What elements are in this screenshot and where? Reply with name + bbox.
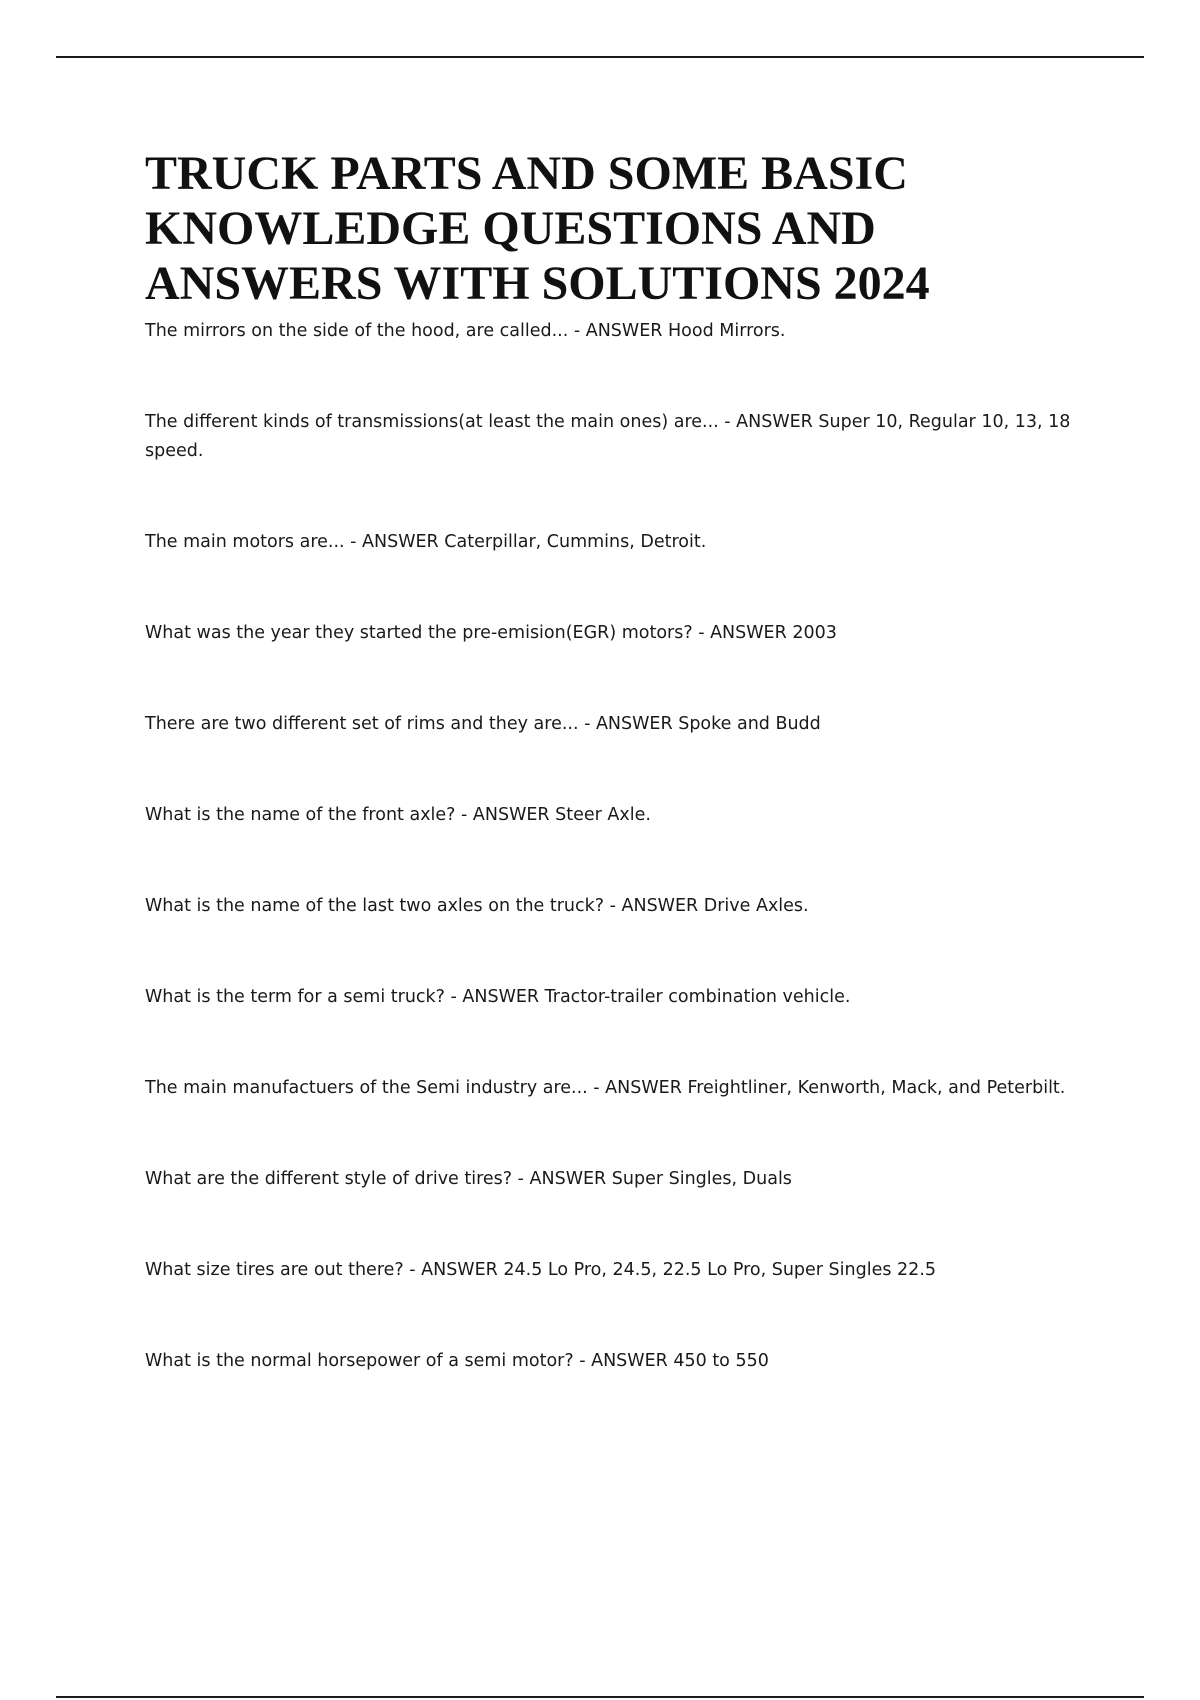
top-rule: [56, 56, 1144, 58]
document-title: [145, 146, 1095, 311]
qa-item: The main motors are... - ANSWER Caterpillar, Cummins, Detroit.: [145, 532, 707, 552]
bottom-rule: [56, 1696, 1144, 1698]
qa-item: The mirrors on the side of the hood, are called... - ANSWER Hood Mirrors.: [145, 321, 786, 341]
qa-item: The main manufactuers of the Semi industry are... - ANSWER Freightliner, Kenworth, Mack, and Peterbilt.: [145, 1078, 1066, 1098]
document-body: [145, 146, 1095, 1438]
title-line-2: KNOWLEDGE QUESTIONS AND: [145, 202, 876, 255]
qa-item: There are two different set of rims and they are... - ANSWER Spoke and Budd: [145, 714, 821, 734]
qa-item: What is the normal horsepower of a semi motor? - ANSWER 450 to 550: [145, 1351, 769, 1371]
qa-item: What is the name of the front axle? - ANSWER Steer Axle.: [145, 805, 651, 825]
qa-item: What was the year they started the pre-emision(EGR) motors? - ANSWER 2003: [145, 623, 837, 643]
qa-item: What is the term for a semi truck? - ANSWER Tractor-trailer combination vehicle.: [145, 987, 851, 1007]
qa-list: [145, 317, 1095, 1376]
qa-item: The different kinds of transmissions(at least the main ones) are... - ANSWER Super 10, Regular 10, 13, 18 speed.: [145, 412, 1071, 461]
title-line-1: TRUCK PARTS AND SOME BASIC: [145, 147, 908, 200]
qa-item: What is the name of the last two axles on the truck? - ANSWER Drive Axles.: [145, 896, 809, 916]
qa-item: What are the different style of drive tires? - ANSWER Super Singles, Duals: [145, 1169, 792, 1189]
title-line-3: ANSWERS WITH SOLUTIONS 2024: [145, 257, 930, 310]
qa-item: What size tires are out there? - ANSWER 24.5 Lo Pro, 24.5, 22.5 Lo Pro, Super Singles 22.5: [145, 1260, 937, 1280]
